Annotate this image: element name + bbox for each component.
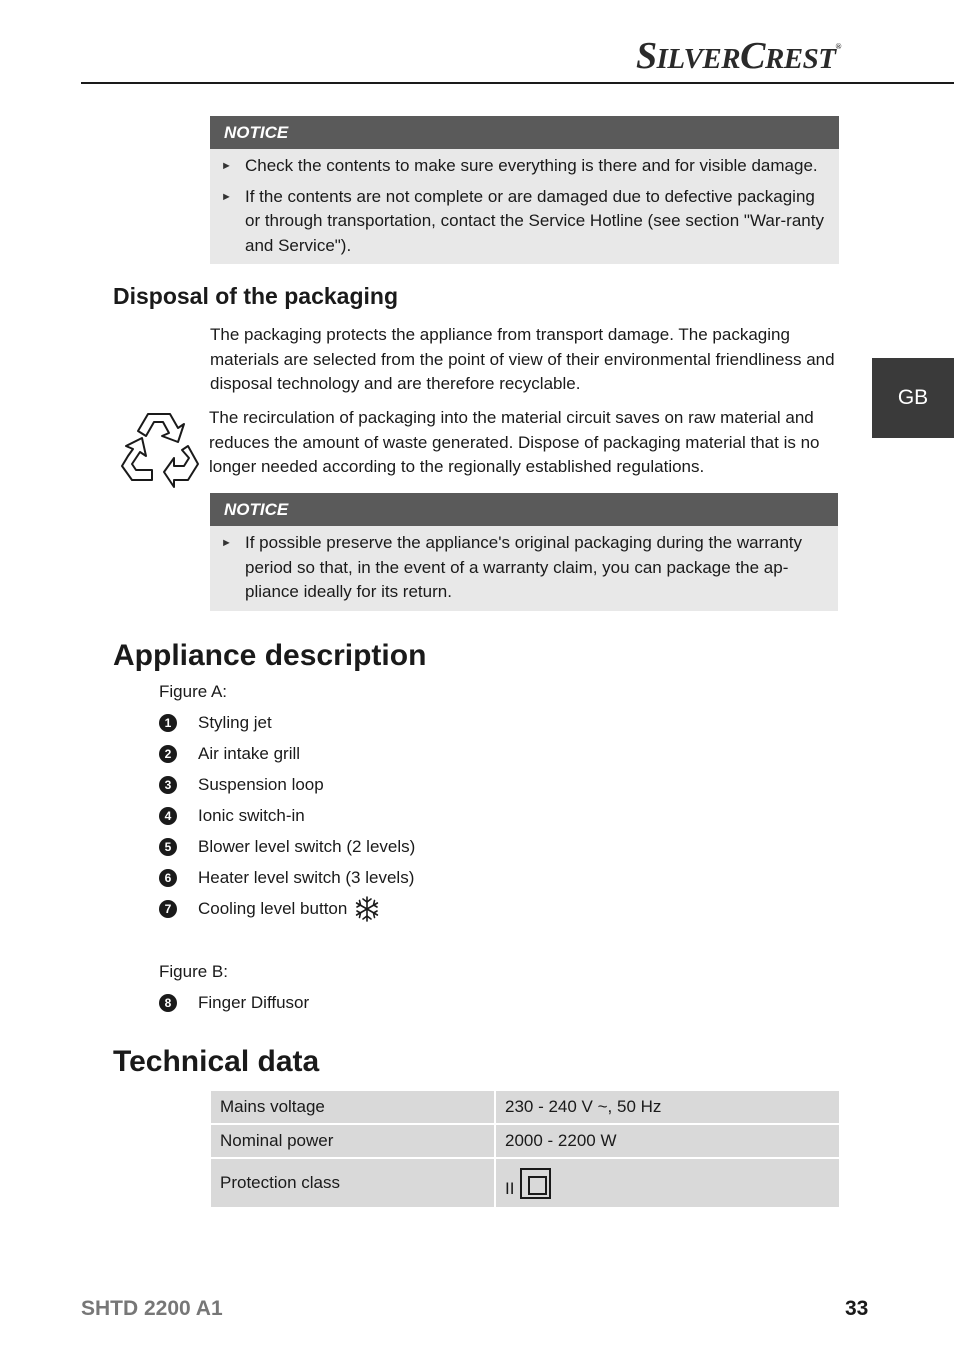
notice-bullet	[221, 185, 829, 259]
part-label: Finger Diffusor	[198, 992, 310, 1012]
brand-letters-rest: REST	[764, 43, 836, 75]
table-cell-value	[496, 1159, 839, 1209]
disposal-paragraph-1: The packaging protects the appliance from transport damage. The packaging materials are selected from the point of view of their environmental friendliness and disposal technology and are therefore recyclable.	[210, 325, 835, 393]
number-badge: 3	[159, 776, 177, 794]
table-cell-label: Protection class	[211, 1159, 496, 1209]
footer-model: SHTD 2200 A1	[81, 1297, 223, 1320]
triangle-bullet-icon: ►	[221, 537, 232, 549]
notice-box-contents	[210, 116, 839, 264]
double-insulation-icon	[520, 1168, 551, 1199]
list-item	[159, 800, 415, 831]
part-label: Ionic switch-in	[198, 805, 305, 825]
number-badge: 5	[159, 838, 177, 856]
list-item	[159, 707, 415, 738]
protection-class-value: II	[505, 1178, 515, 1198]
brand-letter-s: S	[636, 35, 657, 77]
triangle-bullet-icon: ►	[221, 190, 232, 203]
notice-bullet	[221, 154, 829, 179]
header-rule	[81, 82, 954, 84]
part-label: Suspension loop	[198, 774, 324, 794]
technical-heading: Technical data	[113, 1045, 320, 1078]
part-label: Heater level switch (3 levels)	[198, 867, 415, 887]
list-item	[159, 831, 415, 862]
table-row	[211, 1159, 839, 1209]
list-item	[159, 862, 415, 893]
disposal-heading: Disposal of the packaging	[113, 283, 398, 309]
brand-letter-c: C	[740, 35, 765, 77]
notice-title: NOTICE	[210, 116, 839, 149]
figure-a-label: Figure A:	[159, 682, 228, 701]
registered-mark: ®	[835, 42, 841, 51]
number-badge: 8	[159, 994, 177, 1012]
language-tab-label: GB	[897, 386, 929, 409]
appliance-heading: Appliance description	[113, 639, 427, 672]
figure-a-list	[159, 707, 415, 924]
table-row	[211, 1091, 839, 1125]
part-label: Styling jet	[198, 712, 272, 732]
recycling-icon	[118, 406, 204, 488]
list-item	[159, 769, 415, 800]
triangle-bullet-icon: ►	[221, 160, 232, 172]
number-badge: 2	[159, 745, 177, 763]
list-item	[159, 893, 415, 924]
table-cell-value: 230 - 240 V ~, 50 Hz	[496, 1091, 839, 1125]
notice-bullet-text: If the contents are not complete or are damaged due to defective packaging or through transportation, contact the Service Hotline (see section "War-ranty and Service").	[245, 186, 824, 255]
part-label: Cooling level button	[198, 898, 348, 918]
language-tab	[872, 358, 954, 438]
number-badge: 4	[159, 807, 177, 825]
disposal-paragraph-2: The recirculation of packaging into the material circuit saves on raw material and reduces the amount of waste generated. Dispose of packaging material that is no longer needed according to the regionally established regulations.	[209, 408, 820, 476]
table-cell-label: Nominal power	[211, 1125, 496, 1159]
snowflake-icon	[353, 895, 381, 923]
number-badge: 6	[159, 869, 177, 887]
notice-title: NOTICE	[210, 493, 838, 526]
brand-logo	[636, 34, 841, 78]
notice-box-packaging	[210, 493, 838, 611]
table-cell-label: Mains voltage	[211, 1091, 496, 1125]
figure-b-list	[159, 987, 309, 1018]
notice-bullet	[221, 531, 828, 605]
part-label: Blower level switch (2 levels)	[198, 836, 416, 856]
figure-b-label: Figure B:	[159, 962, 228, 981]
list-item	[159, 738, 415, 769]
list-item	[159, 987, 309, 1018]
number-badge: 1	[159, 714, 177, 732]
notice-bullet-text: If possible preserve the appliance's original packaging during the warranty period so that, in the event of a warranty claim, you can package the ap-pliance ideally for its return.	[245, 533, 803, 601]
protection-class-mark	[505, 1168, 551, 1199]
page-number: 33	[845, 1297, 869, 1320]
table-cell-value: 2000 - 2200 W	[496, 1125, 839, 1159]
table-row	[211, 1125, 839, 1159]
technical-data-table	[211, 1091, 839, 1209]
number-badge: 7	[159, 900, 177, 918]
brand-letters-ilver: ILVER	[656, 43, 741, 75]
notice-bullet-text: Check the contents to make sure everything is there and for visible damage.	[245, 156, 818, 175]
part-label: Air intake grill	[198, 743, 301, 763]
